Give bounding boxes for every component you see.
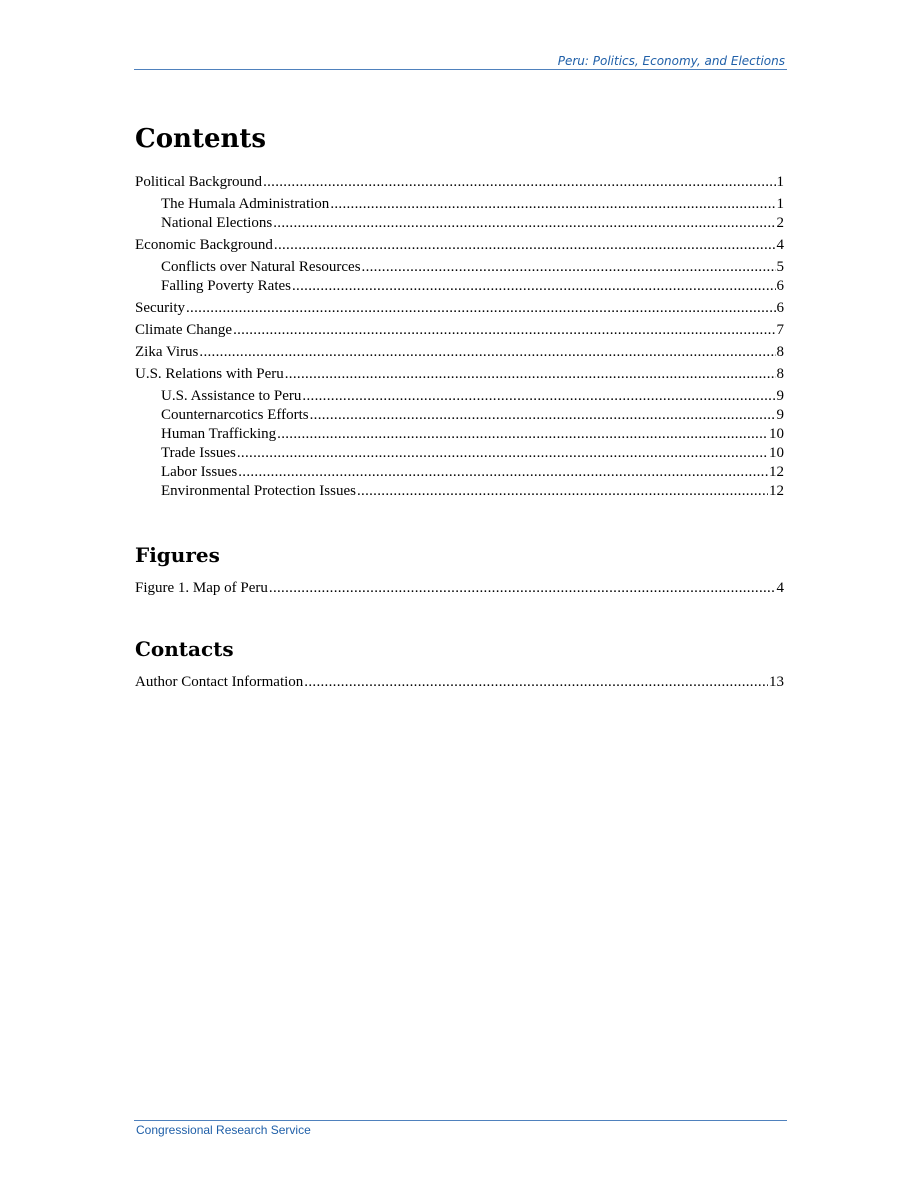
toc-leader-dots — [199, 343, 775, 362]
toc-entry[interactable] — [135, 173, 784, 192]
toc-entry[interactable] — [135, 673, 784, 692]
footer-rule — [134, 1120, 787, 1121]
toc-entry-page: 12 — [769, 483, 784, 499]
toc-entry-label: Economic Background — [135, 237, 273, 253]
toc-entry-page: 12 — [769, 464, 784, 480]
toc-entry-label: Conflicts over Natural Resources — [161, 259, 361, 275]
toc-entry[interactable] — [135, 343, 784, 362]
toc-entry-page: 1 — [776, 174, 784, 190]
toc-entry-label: Security — [135, 300, 185, 316]
toc-entry-label: Environmental Protection Issues — [161, 483, 356, 499]
toc-entry-page: 9 — [776, 407, 784, 423]
toc-entry-page: 2 — [776, 215, 784, 231]
toc-entry-page: 9 — [776, 388, 784, 404]
toc-entry[interactable] — [135, 387, 784, 406]
toc-entry-page: 5 — [776, 259, 784, 275]
toc-leader-dots — [269, 579, 776, 598]
toc-leader-dots — [292, 277, 776, 296]
toc-leader-dots — [310, 406, 776, 425]
footer-text: Congressional Research Service — [136, 1123, 311, 1137]
toc-leader-dots — [237, 444, 768, 463]
toc-entry-page: 7 — [776, 322, 784, 338]
contents-list — [135, 173, 784, 501]
toc-entry-label: Falling Poverty Rates — [161, 278, 291, 294]
toc-entry[interactable] — [135, 299, 784, 318]
toc-leader-dots — [362, 258, 776, 277]
toc-leader-dots — [285, 365, 776, 384]
toc-leader-dots — [263, 173, 775, 192]
toc-entry-page: 10 — [769, 426, 784, 442]
toc-entry-label: Trade Issues — [161, 445, 236, 461]
toc-entry-page: 8 — [776, 344, 784, 360]
toc-leader-dots — [330, 195, 775, 214]
toc-leader-dots — [273, 214, 775, 233]
toc-entry-label: Counternarcotics Efforts — [161, 407, 309, 423]
toc-entry[interactable] — [135, 406, 784, 425]
toc-entry-page: 4 — [776, 580, 784, 596]
toc-leader-dots — [233, 321, 775, 340]
toc-leader-dots — [274, 236, 776, 255]
toc-entry[interactable] — [135, 579, 784, 598]
toc-entry-label: National Elections — [161, 215, 273, 231]
toc-entry[interactable] — [135, 463, 784, 482]
toc-leader-dots — [357, 482, 768, 501]
contents-heading: Contents — [135, 124, 267, 154]
toc-entry-page: 4 — [776, 237, 784, 253]
toc-leader-dots — [277, 425, 768, 444]
toc-leader-dots — [302, 387, 775, 406]
toc-entry[interactable] — [135, 214, 784, 233]
toc-entry-page: 6 — [776, 278, 784, 294]
toc-leader-dots — [186, 299, 776, 318]
toc-entry-label: The Humala Administration — [161, 196, 330, 212]
toc-entry-page: 8 — [776, 366, 784, 382]
toc-entry[interactable] — [135, 258, 784, 277]
toc-entry-label: Political Background — [135, 174, 263, 190]
toc-entry-label: Zika Virus — [135, 344, 199, 360]
toc-entry-page: 13 — [769, 674, 784, 690]
toc-entry[interactable] — [135, 365, 784, 384]
toc-entry[interactable] — [135, 425, 784, 444]
toc-entry[interactable] — [135, 195, 784, 214]
contacts-heading: Contacts — [135, 637, 234, 661]
toc-entry[interactable] — [135, 277, 784, 296]
toc-entry-label: Author Contact Information — [135, 674, 304, 690]
contacts-list — [135, 673, 784, 692]
toc-entry-page: 10 — [769, 445, 784, 461]
figures-heading: Figures — [135, 543, 220, 567]
toc-entry-label: U.S. Assistance to Peru — [161, 388, 302, 404]
toc-leader-dots — [238, 463, 768, 482]
toc-entry-label: Figure 1. Map of Peru — [135, 580, 268, 596]
toc-entry[interactable] — [135, 236, 784, 255]
page-header — [134, 54, 787, 70]
running-title: Peru: Politics, Economy, and Elections — [557, 54, 785, 68]
figures-list — [135, 579, 784, 598]
toc-entry-page: 6 — [776, 300, 784, 316]
toc-entry[interactable] — [135, 321, 784, 340]
toc-entry[interactable] — [135, 444, 784, 463]
toc-entry-label: Labor Issues — [161, 464, 238, 480]
toc-entry[interactable] — [135, 482, 784, 501]
toc-leader-dots — [304, 673, 768, 692]
toc-entry-page: 1 — [776, 196, 784, 212]
toc-entry-label: U.S. Relations with Peru — [135, 366, 284, 382]
toc-entry-label: Climate Change — [135, 322, 233, 338]
toc-entry-label: Human Trafficking — [161, 426, 277, 442]
